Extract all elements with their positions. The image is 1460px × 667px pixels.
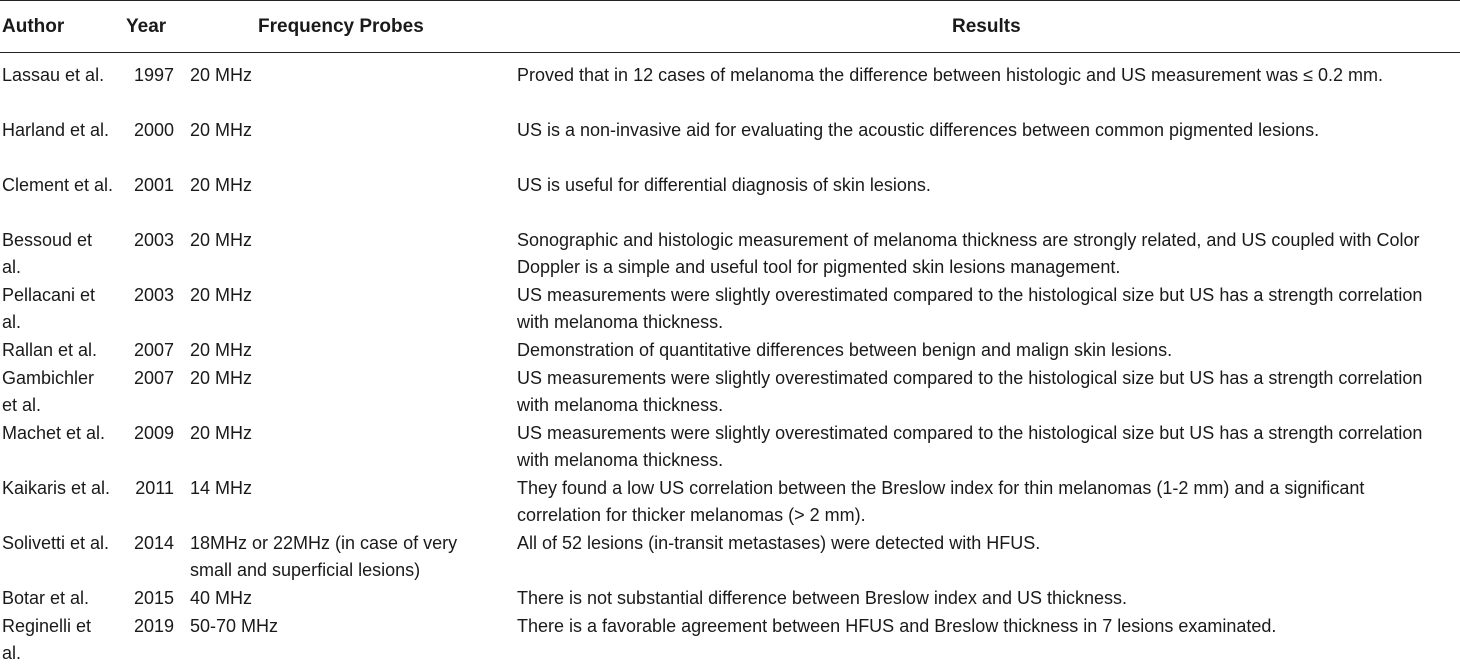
cell-frequency: 18MHz or 22MHz (in case of very small and superficial lesions) — [190, 533, 458, 580]
cell-results: Sonographic and histologic measurement of melanoma thickness are strongly related, and US coupled with Color Doppler is a simple and useful tool for pigmented skin lesions management. — [517, 230, 1420, 277]
cell-results: US is useful for differential diagnosis of skin lesions. — [517, 175, 931, 195]
cell-results: US is a non-invasive aid for evaluating the acoustic differences between common pigmented lesions. — [517, 120, 1320, 140]
cell-year: 2007 — [133, 340, 174, 360]
header-author: Author — [2, 16, 65, 37]
header-results: Results — [952, 16, 1021, 37]
header-frequency: Frequency Probes — [258, 16, 424, 37]
cell-frequency: 20 MHz — [190, 368, 253, 388]
cell-frequency: 50-70 MHz — [190, 616, 279, 636]
cell-results: They found a low US correlation between the Breslow index for thin melanomas (1-2 mm) and a significant correlation for thicker melanomas (> 2 mm). — [517, 478, 1365, 525]
cell-author: Lassau et al. — [2, 65, 105, 85]
cell-results: Proved that in 12 cases of melanoma the difference between histologic and US measurement was ≤ 0.2 mm. — [517, 65, 1384, 85]
cell-year: 2007 — [133, 368, 174, 388]
cell-frequency: 20 MHz — [190, 230, 253, 250]
cell-frequency: 20 MHz — [190, 285, 253, 305]
table-top-rule — [0, 0, 1460, 1]
cell-year: 2000 — [133, 120, 174, 140]
cell-frequency: 40 MHz — [190, 588, 253, 608]
cell-frequency: 20 MHz — [190, 423, 253, 443]
cell-author: Machet et al. — [2, 423, 106, 443]
cell-frequency: 20 MHz — [190, 65, 253, 85]
cell-author: Gambichler et al. — [2, 368, 95, 415]
cell-results: US measurements were slightly overestimated compared to the histological size but US has a strength correlation with melanoma thickness. — [517, 423, 1423, 470]
cell-results: There is a favorable agreement between HFUS and Breslow thickness in 7 lesions examinated. — [517, 616, 1277, 636]
cell-year: 2014 — [133, 533, 174, 553]
cell-results: US measurements were slightly overestimated compared to the histological size but US has a strength correlation with melanoma thickness. — [517, 285, 1423, 332]
cell-author: Bessoud et al. — [2, 230, 93, 277]
cell-author: Solivetti et al. — [2, 533, 110, 553]
cell-frequency: 20 MHz — [190, 340, 253, 360]
cell-author: Kaikaris et al. — [2, 478, 111, 498]
cell-results: US measurements were slightly overestimated compared to the histological size but US has a strength correlation with melanoma thickness. — [517, 368, 1423, 415]
cell-year: 2003 — [133, 285, 174, 305]
cell-results: All of 52 lesions (in-transit metastases) were detected with HFUS. — [517, 533, 1041, 553]
cell-author: Rallan et al. — [2, 340, 98, 360]
cell-year: 2011 — [135, 478, 174, 498]
cell-frequency: 14 MHz — [190, 478, 253, 498]
table-header-rule — [0, 52, 1460, 53]
cell-year: 2015 — [133, 588, 174, 608]
cell-author: Pellacani et al. — [2, 285, 96, 332]
cell-results: There is not substantial difference between Breslow index and US thickness. — [517, 588, 1128, 608]
cell-author: Reginelli et al. — [2, 616, 92, 663]
cell-year: 2001 — [133, 175, 174, 195]
cell-year: 2003 — [133, 230, 174, 250]
cell-year: 1997 — [133, 65, 174, 85]
cell-year: 2019 — [133, 616, 174, 636]
cell-results: Demonstration of quantitative differences between benign and malign skin lesions. — [517, 340, 1173, 360]
cell-frequency: 20 MHz — [190, 175, 253, 195]
cell-author: Clement et al. — [2, 175, 114, 195]
cell-frequency: 20 MHz — [190, 120, 253, 140]
cell-author: Harland et al. — [2, 120, 110, 140]
cell-author: Botar et al. — [2, 588, 90, 608]
header-year: Year — [126, 16, 167, 37]
cell-year: 2009 — [133, 423, 174, 443]
